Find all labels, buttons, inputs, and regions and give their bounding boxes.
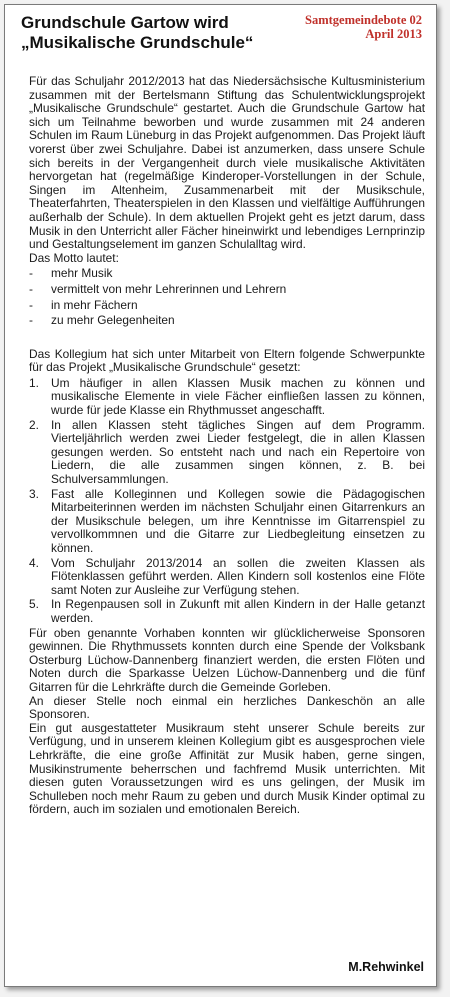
spacer [29, 330, 425, 348]
motto-item: - in mehr Fächern [29, 297, 138, 312]
motto-item: - zu mehr Gelegenheiten [29, 313, 175, 328]
plan-list [29, 377, 425, 626]
article-title-line-2: „Musikalische Grundschule“ [21, 33, 254, 52]
intro-paragraph: Für das Schuljahr 2012/2013 hat das Niedersächsische Kultusministerium zusammen mit der Bertelsmann Stiftung das Schulentwicklungsprojekt „Musikalische Grundschule“ gestartet. Auch die Grundschule Gartow hat sich um Teilnahme beworben und wurde zusammen mit 24 anderen Schulen im Raum Lüneburg in das Projekt aufgenommen. Das Projekt läuft vorerst über zwei Schuljahre. Dabei ist anzumerken, dass unsere Schule sich bereits in der Vergangenheit durch viele musikalische Aktivitäten hervorgetan hat (regelmäßige Kinderoper-Vorstellungen in der Schule, Singen im Altenheim, Zusammenarbeit mit der Musikschule, Theaterfahrten, Theaterspielen in den Klassen und vielfältige Aufführungen außerhalb der Schule). In dem aktuellen Projekt geht es jetzt darum, dass Musik in den Unterricht aller Fächer hineinwirkt und lebendiges Lernprinzip und Gestaltungselement im ganzen Schulalltag wird. [29, 74, 425, 252]
plan-intro-paragraph: Das Kollegium hat sich unter Mitarbeit von Eltern folgende Schwerpunkte für das Projekt „Musikalische Grundschule“ gesetzt: [29, 346, 425, 375]
motto-label: Das Motto lautet: [29, 250, 119, 265]
article-title-line-1: Grundschule Gartow wird [21, 13, 229, 32]
plan-item: 4. Vom Schuljahr 2013/2014 an sollen die zweiten Klassen als Flötenklassen geführt werden. Allen Kindern soll kostenlos eine Flöte samt Noten zur Ausleihe zur Verfügung stehen. [29, 555, 425, 597]
plan-item: 3. Fast alle Kolleginnen und Kollegen sowie die Pädagogischen Mitarbeiterinnen werden im nächsten Schuljahr einen Gitarrenkurs an der Musikschule belegen, um ihre Kenntnisse im Gitarrenspiel zu vervollkommnen und die Gitarre zur Liedbegleitung einsetzen zu können. [29, 486, 425, 555]
article-clipping [4, 4, 437, 987]
closing-paragraph: Ein gut ausgestatteter Musikraum steht unserer Schule bereits zur Verfügung, und in unserem kleinen Kollegium gibt es ausgesprochen viele Lehrkräfte, die eine große Affinität zur Musik haben, gerne singen, Musikinstrumente beherrschen und fachfremd Musik unterrichten. Mit diesen guten Voraussetzungen wird es uns gelingen, der Musik im Schulleben noch mehr Raum zu geben und durch Musik Kinder optimal zu fördern, auch im sozialen und emotionalen Bereich. [29, 720, 425, 817]
motto-item: - mehr Musik [29, 266, 113, 281]
sponsors-paragraph: Für oben genannte Vorhaben konnten wir glücklicherweise Sponsoren gewinnen. Die Rhythmussets konnten durch eine Spende der Volksbank Osterburg Lüchow-Dannenberg finanziert werden, die ersten Flöten und Noten durch die Sparkasse Uelzen Lüchow-Dannenberg und die fünf Gitarren für die Lehrkräfte durch die Gemeinde Gorleben. [29, 625, 425, 694]
thanks-paragraph: An dieser Stelle noch einmal ein herzliches Dankeschön an alle Sponsoren. [29, 693, 425, 722]
plan-item: 1. Um häufiger in allen Klassen Musik machen zu können und musikalische Elemente in viele Fächer einfließen lassen zu können, wurde für jede Klasse ein Rhythmusset angeschafft. [29, 375, 425, 418]
article-body [29, 75, 425, 817]
publication-name: Samtgemeindebote 02 [305, 13, 422, 27]
plan-item: 2. In allen Klassen steht tägliches Singen auf dem Programm. Vierteljährlich werden zwei Lieder festgelegt, die in allen Klassen gesungen werden. So entsteht nach und nach ein Repertoire von Liedern, die alle zusammen singen können, z. B. bei Schulversammlungen. [29, 417, 425, 487]
motto-item: - vermittelt von mehr Lehrerinnen und Lehrern [29, 281, 287, 296]
publication-source [305, 13, 422, 41]
publication-date: April 2013 [365, 27, 422, 41]
author-signature: M.Rehwinkel [348, 960, 424, 974]
plan-item: 5. In Regenpausen soll in Zukunft mit allen Kindern in der Halle getanzt werden. [29, 597, 425, 625]
motto-list [29, 267, 425, 327]
article-title [21, 13, 291, 53]
